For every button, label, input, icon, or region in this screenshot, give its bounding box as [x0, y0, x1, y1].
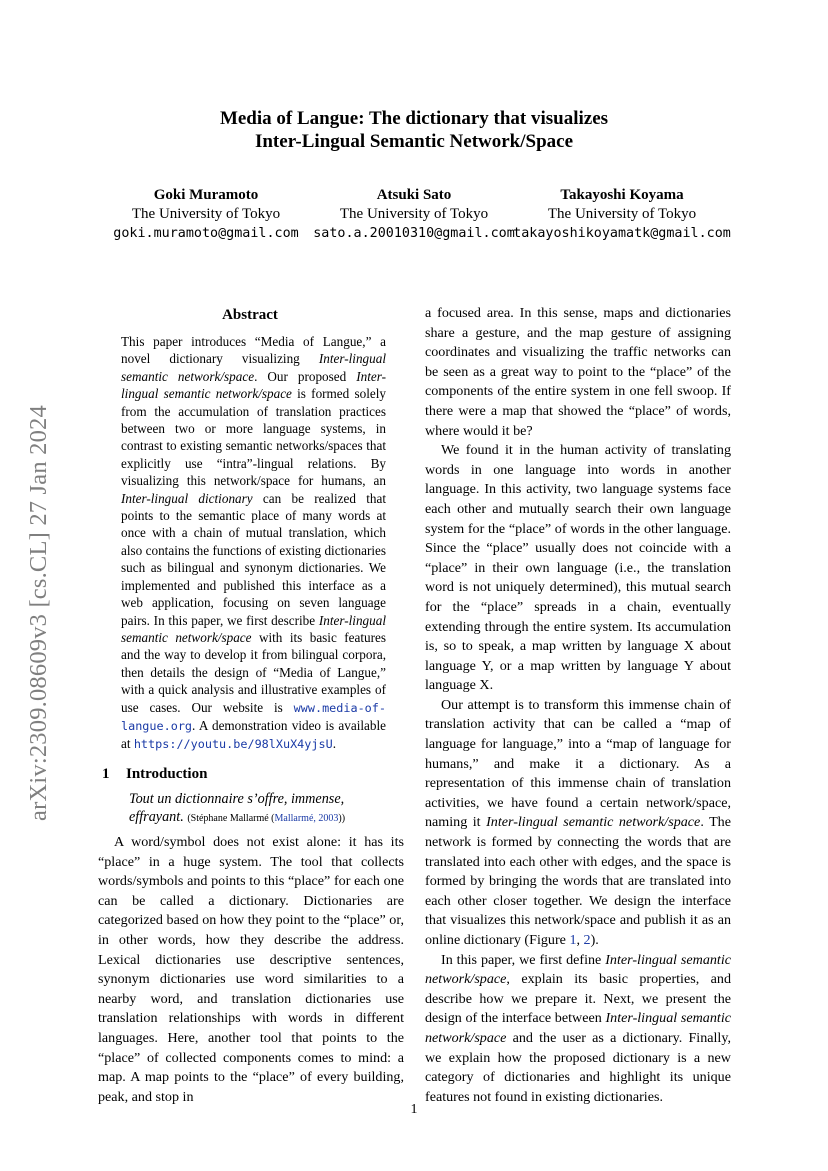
- attribution-text: )): [338, 813, 346, 824]
- figure-link[interactable]: 1: [569, 932, 577, 948]
- author-affiliation: The University of Tokyo: [339, 206, 489, 222]
- paper-title: [0, 107, 828, 153]
- author-3: [492, 186, 752, 243]
- abstract-text: can be realized that points to the semantic place of many words at once with a chain of mutual translation, which also contains the functions of existing dictionaries such as bilingual and synonym dictionaries. We implemented and published this interface as a web application, focusing on seven language pairs. In this paper, we first describe: [121, 490, 386, 628]
- title-line-2: Inter-Lingual Semantic Network/Space: [254, 131, 574, 152]
- title-line-1: Media of Langue: The dictionary that visualizes: [219, 108, 609, 129]
- paragraph-text: In this paper, we first define: [441, 951, 606, 968]
- author-name: Goki Muramoto: [153, 187, 259, 203]
- author-email[interactable]: takayoshikoyamatk@gmail.com: [513, 226, 731, 241]
- epigraph: [129, 790, 389, 828]
- arxiv-identifier: arXiv:2309.08609v3 [cs.CL] 27 Jan 2024: [25, 405, 52, 821]
- abstract-text: with its basic features and the way to develop it from bilingual corpora, then details the design of “Media of Langue,” with a quick analysis and illustrative examples of use cases. Our website is: [121, 629, 386, 715]
- citation-link[interactable]: Mallarmé, 2003: [274, 813, 339, 824]
- arxiv-sidebar: [10, 378, 68, 848]
- paragraph: [425, 951, 731, 1108]
- figure-link[interactable]: 2: [583, 932, 591, 948]
- section-title: Introduction: [126, 766, 208, 782]
- abstract-emphasis: Inter-lingual dictionary: [121, 490, 253, 506]
- abstract-text: .: [332, 736, 336, 752]
- attribution-text: (Stéphane Mallarmé (: [187, 813, 275, 824]
- author-affiliation: The University of Tokyo: [131, 206, 281, 222]
- abstract-heading: Abstract: [222, 307, 278, 323]
- right-column-body: [425, 304, 731, 1107]
- video-link[interactable]: https://youtu.be/98lXuX4yjsU: [133, 737, 333, 752]
- website-link[interactable]: www.media-of-langue.org: [121, 700, 386, 733]
- abstract-emphasis: Inter-lingual semantic network/space: [121, 368, 386, 402]
- abstract-emphasis: Inter-lingual semantic network/space: [121, 351, 386, 384]
- abstract-text: . Our proposed: [254, 368, 357, 384]
- author-name: Takayoshi Koyama: [560, 187, 684, 203]
- paragraph-text: ,: [576, 932, 584, 948]
- paragraph-emphasis: Inter-lingual semantic network/space: [486, 814, 701, 831]
- paragraph: A word/symbol does not exist alone: it has its “place” in a huge system. The tool that collects words/symbols and points to this “place” for each one can be called a dictionary. Dictionaries are categorized based on how they point to the “place” or, in other words, how they describe the address. Lexical dictionaries use descriptive sentences, synonym dictionaries use word similarities to a nearby word, and translation dictionaries use translation relationships with words in different languages. Here, another tool that points to the “place” of collected components comes to mind: a map. A map points to the “place” of every building, peak, and stop in: [98, 834, 404, 1105]
- paragraph-text: and the user as a dictionary. Finally, we explain how the proposed dictionary is a new category of dictionaries and highlight its unique features not found in existing dictionaries.: [425, 1029, 731, 1105]
- paragraph: a focused area. In this sense, maps and dictionaries share a gesture, and the map gesture of assigning coordinates and visualizing the traffic networks can be seen as a great way to point to the “place” of the components of the entire system in one fell swoop. If there were a map that showed the “place” of words, where would it be?: [425, 305, 731, 439]
- paragraph-emphasis: Inter-lingual semantic network/space: [425, 1010, 731, 1046]
- section-heading: [102, 766, 207, 783]
- epigraph-attribution: [187, 813, 345, 824]
- paragraph-emphasis: Inter-lingual semantic network/space: [425, 951, 731, 988]
- paragraph-text: , explain its basic properties, and describe how we prepare it. Next, we present the design of the interface between: [425, 971, 731, 1027]
- abstract-text: . A demonstration video is available at: [121, 717, 386, 752]
- abstract-text: This paper introduces “Media of Langue,” a novel dictionary visualizing: [121, 334, 386, 367]
- author-email[interactable]: goki.muramoto@gmail.com: [113, 226, 299, 241]
- paragraph: We found it in the human activity of translating words in one language into words in another language. In this activity, two language systems face each other and mutually search their own language system for the “place” of words in the other language. Since the “place” usually does not coincide with a “place” in their own language (i.e., the translation word is not uniquely determined), this mutual search for the “place” spreads in a chain, eventually extending through the entire system. Its accumulation is, so to speak, a map written by language X about language Y, or a map written by language Y about language X.: [425, 442, 731, 694]
- author-email[interactable]: sato.a.20010310@gmail.com: [313, 226, 515, 241]
- epigraph-text: Tout un dictionnaire s’offre, immense, effrayant.: [129, 791, 345, 825]
- paragraph-text: Our attempt is to transform this immense chain of translation activity that can be called a “map of language for language,” into a “map of language for humans,” and make it a dictionary. As a representation of this immense chain of translation activities, we have found a certain network/space, naming it: [425, 696, 731, 831]
- abstract-emphasis: Inter-lingual semantic network/space: [121, 612, 386, 645]
- paragraph-text: ).: [590, 932, 599, 948]
- abstract-body: [121, 333, 386, 754]
- section-number: 1: [102, 766, 110, 782]
- page-number: 1: [410, 1102, 418, 1117]
- paragraph-text: . The network is formed by connecting the words that are translated into each other with edges, and the space is formed by bringing the words that are translated into each other closer together. We design the interface that visualizes this network/space and publish it as an online dictionary (Figure: [425, 814, 731, 948]
- paragraph: [425, 696, 731, 951]
- abstract-text: is formed solely from the accumulation of translation practices between two or more language systems, in contrast to existing semantic networks/spaces that explicitly use “intra”-lingual relations. By visualizing this network/space for humans, an: [121, 386, 386, 489]
- author-affiliation: The University of Tokyo: [547, 206, 697, 222]
- author-name: Atsuki Sato: [376, 187, 452, 203]
- left-column-body: [98, 833, 404, 1107]
